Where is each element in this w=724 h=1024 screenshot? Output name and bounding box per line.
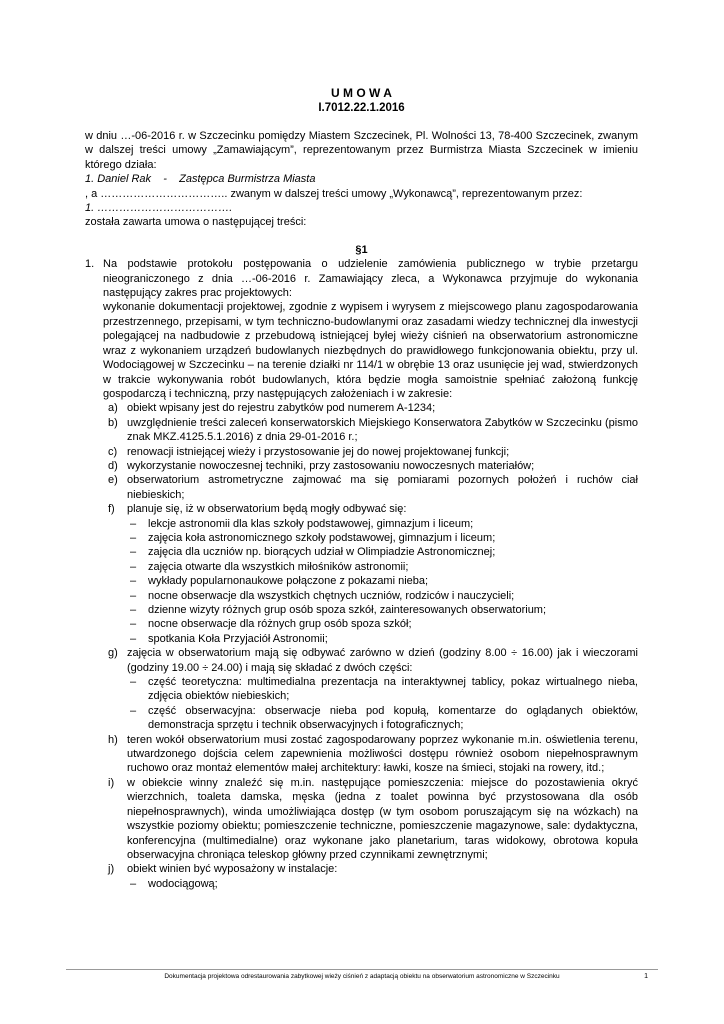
dash-bullet: – xyxy=(130,618,137,631)
dash-text: zajęcia koła astronomicznego szkoły podstawowej, gimnazjum i liceum; xyxy=(148,531,496,544)
dash-item xyxy=(130,704,638,733)
letter-text: renowacji istniejącej wieży i przystosowanie jej do nowej projektowanej funkcji; xyxy=(127,445,510,458)
letter-label: f) xyxy=(108,503,115,516)
letter-item-i xyxy=(108,776,638,862)
dash-bullet: – xyxy=(130,704,137,717)
page-number: 1 xyxy=(644,973,648,980)
dash-bullet: – xyxy=(130,589,137,602)
dash-text: wykłady popularnonaukowe połączone z pokazami nieba; xyxy=(148,575,429,588)
dash-text: część teoretyczna: multimedialna prezentacja na interaktywnej tablicy, pokaz wirtualnego nieba, zdjęcia obiektów niebieskich; xyxy=(148,676,638,703)
dash-text: nocne obserwacje dla wszystkich chętnych uczniów, rodziców i nauczycieli; xyxy=(148,589,515,602)
page-footer xyxy=(66,969,658,981)
dash-item xyxy=(130,574,638,588)
dash-text: spotkania Koła Przyjaciół Astronomii; xyxy=(148,632,328,645)
dash-bullet: – xyxy=(130,560,137,573)
dash-text: część obserwacyjna: obserwacje nieba pod kopułą, komentarze do oglądanych obiektów, demonstracja sprzętu i technik obserwacyjnych i fotograficznych; xyxy=(148,704,638,732)
item-body xyxy=(103,257,638,891)
letter-text: uwzględnienie treści zaleceń konserwatorskich Miejskiego Konserwatora Zabytków w Szczecinku (pismo znak MKZ.4125.5.1.2016) z dnia 29-01-2016 r.; xyxy=(127,416,638,444)
dash-text: nocne obserwacje dla różnych grup osób spoza szkół; xyxy=(148,618,412,631)
letter-label: c) xyxy=(108,445,118,458)
document-title: U M O W A xyxy=(331,86,392,100)
letter-label: g) xyxy=(108,647,118,660)
letter-text: wykorzystanie nowoczesnej techniki, przy zastosowaniu nowoczesnych materiałów; xyxy=(127,459,535,472)
footer-document-description: Dokumentacja projektowa odrestaurowania zabytkowej wieży ciśnień z adaptacją obiektu na obserwatorium astronomiczne w Szczecinku xyxy=(164,973,560,980)
letter-label: e) xyxy=(108,474,118,487)
letter-item-f xyxy=(108,502,638,646)
dash-item xyxy=(130,545,638,559)
dash-bullet: – xyxy=(130,676,137,689)
letter-item-h xyxy=(108,733,638,776)
letter-item-c xyxy=(108,445,638,459)
letter-item-g xyxy=(108,646,638,732)
letter-item-b xyxy=(108,416,638,445)
numbered-item-1 xyxy=(85,257,638,891)
dash-bullet: – xyxy=(130,531,137,544)
section-heading-paragraph-1: §1 xyxy=(355,243,368,256)
letter-label: h) xyxy=(108,733,118,746)
dash-bullet: – xyxy=(130,546,137,559)
document-number: I.7012.22.1.2016 xyxy=(318,102,405,114)
letter-label: j) xyxy=(108,863,115,876)
item-number: 1. xyxy=(85,258,95,271)
letter-text: obserwatorium astrometryczne zajmować ma się pomiarami pozornych położeń i ruchów ciał niebieskich; xyxy=(127,474,638,501)
dash-bullet: – xyxy=(130,632,137,645)
dash-item xyxy=(130,617,638,631)
dash-item xyxy=(130,589,638,603)
letter-text: w obiekcie winny znaleźć się m.in. następujące pomieszczenia: miejsce do pozostawienia okryć wierzchnich, toaleta damska, męska (jedna z toalet powinna być przystosowana dla osób niepełnosprawnych), winda umożliwiająca dostęp (w tym osobom poruszającym się na wózkach) na wszystkie poziomy obiektu; pomieszczenie techniczne, pomieszczenie magazynowe, sale: dydaktyczna, konferencyjna (multimedialne) oraz wykonane jako planetarium, taras widokowy, obrotowa kopuła obserwacyjna chroniąca teleskop główny przed czynnikami zewnętrznymi; xyxy=(127,776,638,861)
item-lead-text: Na podstawie protokołu postępowania o udzielenie zamówienia publicznego w trybie przetargu nieograniczonego z dnia …-06-2016 r. Zamawiający zleca, a Wykonawca przyjmuje do wykonania następujący zakres prac projektowych: xyxy=(103,258,638,300)
letter-label: i) xyxy=(108,776,115,789)
intro-paragraph-3: została zawarta umowa o następującej treści: xyxy=(85,216,307,229)
letter-item-d xyxy=(108,459,638,473)
letter-item-e xyxy=(108,473,638,502)
intro-paragraph-1: w dniu …-06-2016 r. w Szczecinku pomiędzy Miastem Szczecinek, Pl. Wolności 13, 78-400 Szczecinek, zwanym w dalszej treści umowy „Zamawiającym”, reprezentowanym przez Burmistrza Miasta Szczecinek w imieniu którego działa: xyxy=(85,130,638,171)
representative-line-1: 1. Daniel Rak - Zastępca Burmistrza Miasta xyxy=(85,173,316,186)
dash-text: zajęcia dla uczniów np. biorących udział w Olimpiadzie Astronomicznej; xyxy=(148,546,496,559)
letter-label: d) xyxy=(108,459,118,472)
dash-item xyxy=(130,560,638,574)
dash-text: lekcje astronomii dla klas szkoły podstawowej, gimnazjum i liceum; xyxy=(148,517,474,530)
letter-text: obiekt winien być wyposażony w instalacje: xyxy=(127,863,338,876)
representative-line-2: 1. ………………………………. xyxy=(85,202,233,215)
letter-item-a xyxy=(108,401,638,415)
letter-text: zajęcia w obserwatorium mają się odbywać zarówno w dzień (godziny 8.00 ÷ 16.00) jak i wieczorami (godziny 19.00 ÷ 24.00) i mają się składać z dwóch części: xyxy=(127,647,638,674)
letter-item-j xyxy=(108,862,638,891)
dash-bullet: – xyxy=(130,575,137,588)
dash-text: dzienne wizyty różnych grup osób spoza szkół, zainteresowanych obserwatorium; xyxy=(148,604,547,616)
dash-item xyxy=(130,603,638,617)
lettered-list xyxy=(108,401,638,891)
dash-item xyxy=(130,531,638,545)
dash-bullet: – xyxy=(130,517,137,530)
dash-bullet: – xyxy=(130,877,137,890)
document-content xyxy=(85,86,638,891)
dash-text: zajęcia otwarte dla wszystkich miłośników astronomii; xyxy=(148,560,409,573)
intro-paragraph-2: , a …………………………….. zwanym w dalszej treści umowy „Wykonawcą”, reprezentowanym przez: xyxy=(85,187,583,200)
item-description-text: wykonanie dokumentacji projektowej, zgodnie z wypisem i wyrysem z miejscowego planu zagospodarowania przestrzennego, przepisami, w tym techniczno-budowlanymi oraz zasadami wiedzy technicznej dla inwestycji polegającej na nadbudowie z przebudową istniejącej byłej wieży ciśnień na obserwatorium astronomiczne wraz z wykonaniem urządzeń budowlanych niezbędnych do prawidłowego funkcjonowania obiektu, przy ul. Wodociągowej w Szczecinku – na terenie działki nr 114/1 w obrębie 13 oraz usunięcie jej wad, stwierdzonych w trakcie wykonywania robót budowlanych, która będzie mogła samoistnie spełniać założoną funkcję gospodarczą i techniczną, przy następujących założeniach i w zakresie: xyxy=(103,301,638,400)
letter-label: a) xyxy=(108,402,118,415)
letter-text: obiekt wpisany jest do rejestru zabytków pod numerem A-1234; xyxy=(127,402,436,415)
letter-label: b) xyxy=(108,416,118,429)
dash-item xyxy=(130,632,638,646)
letter-text: planuje się, iż w obserwatorium będą mogły odbywać się: xyxy=(127,503,407,516)
dash-text: wodociągową; xyxy=(148,877,218,890)
dash-bullet: – xyxy=(130,604,137,616)
dash-item xyxy=(130,675,638,704)
letter-text: teren wokół obserwatorium musi zostać zagospodarowany poprzez wykonanie m.in. oświetlenia terenu, utwardzonego dojścia celem zapewnienia możliwości dostępu również osobom niepełnosprawnym ruchowo oraz montaż elementów małej architektury: ławki, kosze na śmieci, stojaki na rowery, itd.; xyxy=(127,733,638,775)
dash-item xyxy=(130,877,638,891)
dash-item xyxy=(130,517,638,531)
